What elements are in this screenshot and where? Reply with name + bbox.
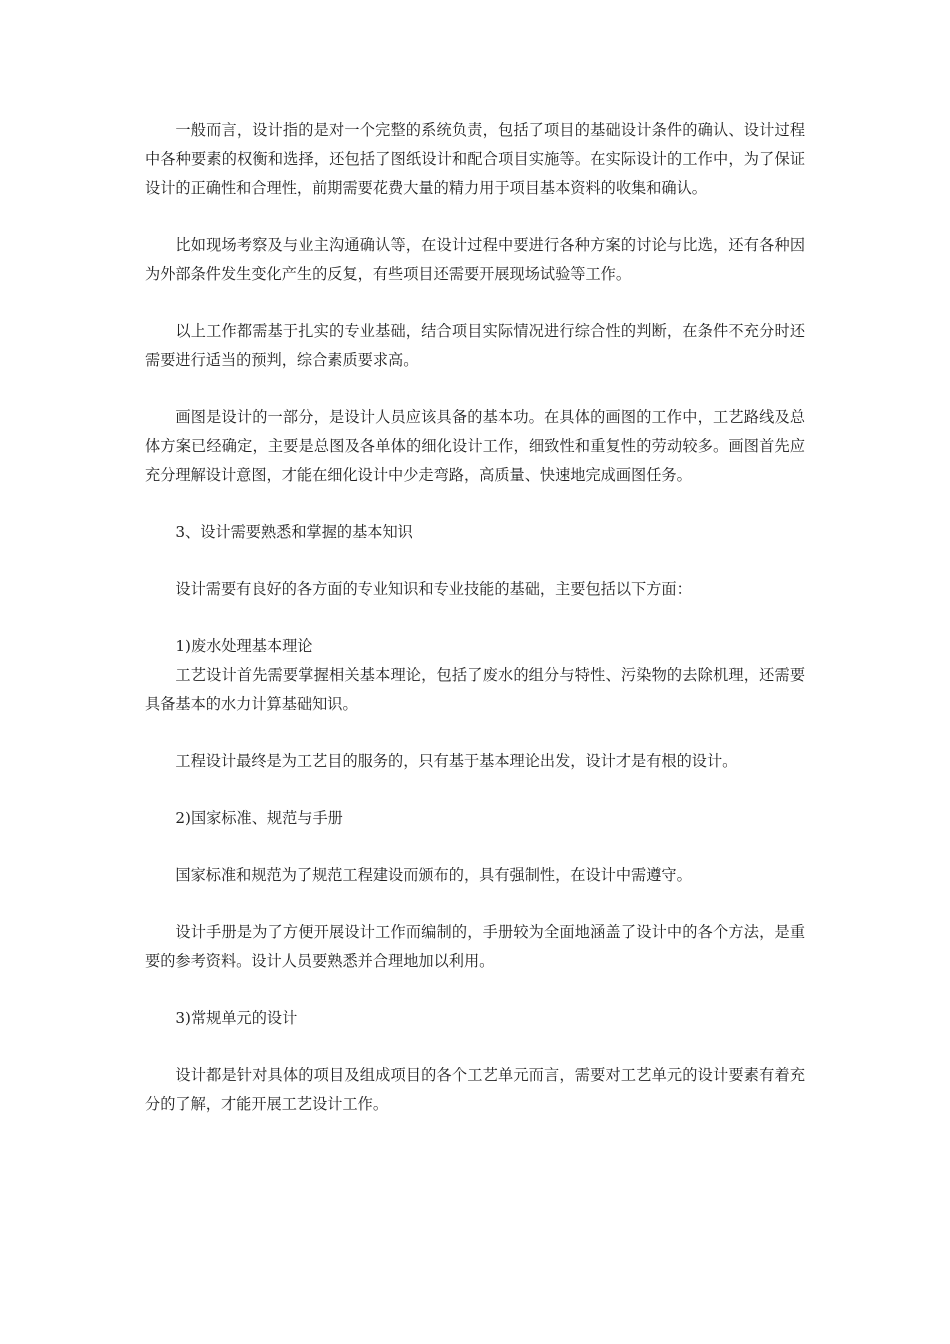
paragraph-design-overview: 一般而言，设计指的是对一个完整的系统负责，包括了项目的基础设计条件的确认、设计过程中各种要素的权衡和选择，还包括了图纸设计和配合项目实施等。在实际设计的工作中，为了保证设计的正确性和合理性，前期需要花费大量的精力用于项目基本资料的收集和确认。 (145, 121, 805, 197)
paragraph-wastewater-theory: 工艺设计首先需要掌握相关基本理论，包括了废水的组分与特性、污染物的去除机理，还需要具备基本的水力计算基础知识。 (145, 666, 805, 713)
paragraph-site-survey: 比如现场考察及与业主沟通确认等，在设计过程中要进行各种方案的讨论与比选，还有各种因为外部条件发生变化产生的反复，有些项目还需要开展现场试验等工作。 (145, 236, 805, 283)
paragraph-knowledge-intro: 设计需要有良好的各方面的专业知识和专业技能的基础，主要包括以下方面： (175, 580, 692, 598)
paragraph-unit-design: 设计都是针对具体的项目及组成项目的各个工艺单元而言，需要对工艺单元的设计要素有着充分的了解，才能开展工艺设计工作。 (145, 1066, 805, 1113)
paragraph-drawing: 画图是设计的一部分，是设计人员应该具备的基本功。在具体的画图的工作中，工艺路线及总体方案已经确定，主要是总图及各单体的细化设计工作，细致性和重复性的劳动较多。画图首先应充分理解设计意图，才能在细化设计中少走弯路，高质量、快速地完成画图任务。 (145, 408, 805, 484)
paragraph-design-manual: 设计手册是为了方便开展设计工作而编制的，手册较为全面地涵盖了设计中的各个方法，是重要的参考资料。设计人员要熟悉并合理地加以利用。 (145, 923, 805, 970)
subheading-wastewater-theory: 1)废水处理基本理论 (175, 637, 313, 655)
paragraph-professional-basis: 以上工作都需基于扎实的专业基础，结合项目实际情况进行综合性的判断，在条件不充分时还需要进行适当的预判，综合素质要求高。 (145, 322, 805, 369)
subheading-unit-design: 3)常规单元的设计 (175, 1009, 298, 1027)
subheading-standards: 2)国家标准、规范与手册 (175, 809, 343, 827)
paragraph-engineering-purpose: 工程设计最终是为工艺目的服务的，只有基于基本理论出发，设计才是有根的设计。 (175, 752, 738, 770)
paragraph-standards: 国家标准和规范为了规范工程建设而颁布的，具有强制性，在设计中需遵守。 (175, 866, 692, 884)
section-heading-basic-knowledge: 3、设计需要熟悉和掌握的基本知识 (175, 523, 413, 541)
document-body (145, 116, 805, 1119)
